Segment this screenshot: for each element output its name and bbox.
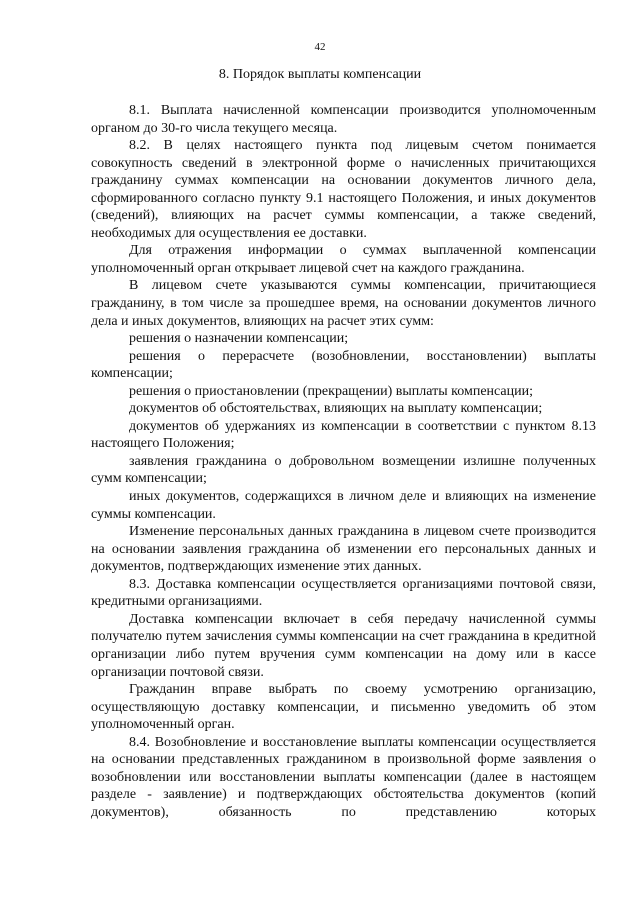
paragraph: Доставка компенсации включает в себя передачу начисленной суммы получателю путем зачисления суммы компенсации на счет гражданина в кредитной организации либо путем вручения сумм компенсации на дому или в кассе организации почтовой связи. <box>91 611 596 680</box>
paragraph-8-1: 8.1. Выплата начисленной компенсации производится уполномоченным органом до 30-го числа текущего месяца. <box>91 103 596 136</box>
list-item: иных документов, содержащихся в личном деле и влияющих на изменение суммы компенсации. <box>91 489 596 522</box>
list-item: решения о приостановлении (прекращении) выплаты компенсации; <box>129 383 534 399</box>
paragraph: Гражданин вправе выбрать по своему усмотрению организацию, осуществляющую доставку компенсации, и письменно уведомить об этом уполномоченный орган. <box>91 682 596 733</box>
list-item: решения о перерасчете (возобновлении, восстановлении) выплаты компенсации; <box>91 348 596 382</box>
paragraph: Изменение персональных данных гражданина в лицевом счете производится на основании заявления гражданина об изменении его персональных данных и документов, подтверждающих изменение этих данных. <box>91 524 596 575</box>
paragraph: В лицевом счете указываются суммы компенсации, причитающиеся гражданину, в том числе за прошедшее время, на основании документов личного дела и иных документов, влияющих на расчет этих сумм: <box>91 278 596 329</box>
list-item: документов об удержаниях из компенсации в соответствии с пунктом 8.13 настоящего Положения; <box>91 418 596 452</box>
document-body <box>91 102 596 821</box>
paragraph-8-2: 8.2. В целях настоящего пункта под лицевым счетом понимается совокупность сведений в электронной форме о начисленных причитающихся гражданину суммах компенсации на основании документов личного дела, сформированного согласно пункту 9.1 настоящего Положения, и иных документов (сведений), влияющих на расчет суммы компенсации, а также сведений, необходимых для осуществления ее доставки. <box>91 138 596 241</box>
paragraph-8-4: 8.4. Возобновление и восстановление выплаты компенсации осуществляется на основании представленных гражданином в произвольной форме заявления о возобновлении или восстановлении выплаты компенсации (далее в настоящем разделе - заявление) и подтверждающих обстоятельства документов (копий документов), обязанность по представлению которых <box>91 734 596 820</box>
page-number: 42 <box>314 41 326 53</box>
list-item: заявления гражданина о добровольном возмещении излишне полученных сумм компенсации; <box>91 453 596 487</box>
section-title: 8. Порядок выплаты компенсации <box>218 67 422 82</box>
paragraph-8-3: 8.3. Доставка компенсации осуществляется организациями почтовой связи, кредитными организациями. <box>91 576 596 610</box>
list-item: решения о назначении компенсации; <box>129 331 349 347</box>
list-item: документов об обстоятельствах, влияющих на выплату компенсации; <box>129 401 543 417</box>
paragraph: Для отражения информации о суммах выплаченной компенсации уполномоченный орган открывает лицевой счет на каждого гражданина. <box>91 243 596 276</box>
